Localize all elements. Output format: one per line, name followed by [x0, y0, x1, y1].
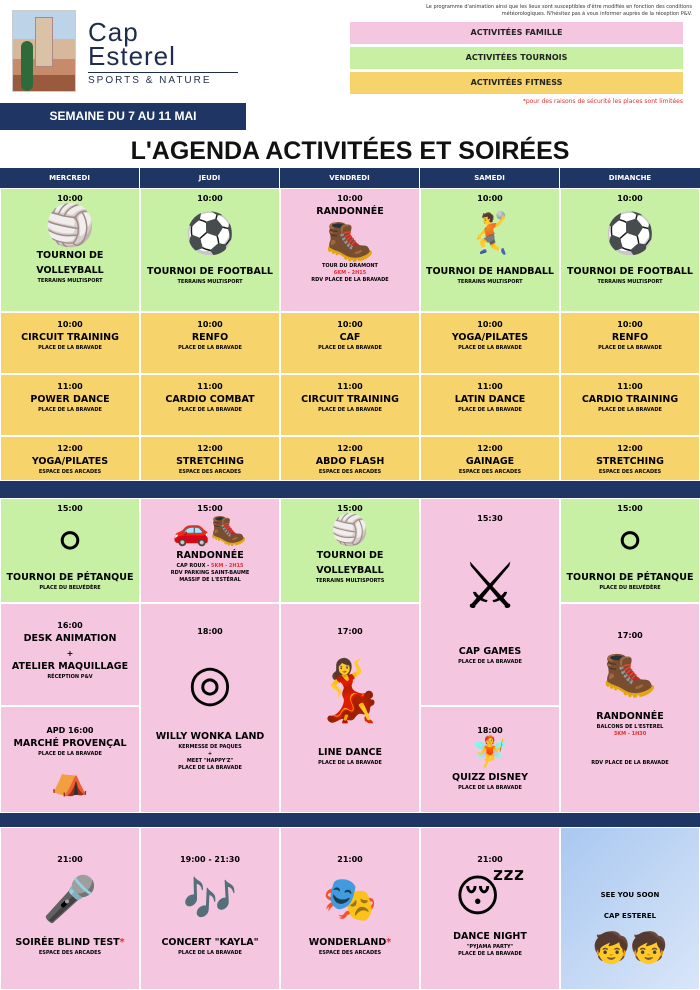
- event-time: 19:00 - 21:30: [180, 855, 240, 864]
- event-time: 12:00: [57, 444, 83, 453]
- event-time: 10:00: [477, 320, 503, 329]
- event-place: PLACE DE LA BRAVADE: [178, 765, 242, 771]
- brand-name: [88, 17, 176, 71]
- event-place: PLACE DU BELVÉDÈRE: [599, 585, 661, 591]
- event-time: 18:00: [477, 726, 503, 735]
- afternoon-cell-jeudi-2: [140, 603, 280, 813]
- evening-cell-samedi: [420, 827, 560, 990]
- event-place: PLACE DE LA BRAVADE: [598, 345, 662, 351]
- logo-tree: [21, 41, 33, 91]
- afternoon-cell-mercredi-1: [0, 498, 140, 603]
- event-distance: 6KM - 2H15: [333, 270, 367, 276]
- event-place: MASSIF DE L'ESTÉRAL: [179, 577, 241, 583]
- event-place: RDV PLACE DE LA BRAVADE: [311, 277, 389, 283]
- event-place: PLACE DE LA BRAVADE: [458, 785, 522, 791]
- fitness-cell: [280, 374, 420, 436]
- afternoon-cell-jeudi-1: [140, 498, 280, 603]
- football-player-icon: ⚽: [185, 211, 235, 257]
- market-stall-icon: ⛺: [51, 763, 89, 798]
- event-place: TERRAINS MULTISPORT: [457, 279, 523, 285]
- event-name: GAINAGE: [465, 456, 515, 467]
- crossed-swords-icon: ⚔: [461, 550, 519, 624]
- event-time: 10:00: [57, 194, 83, 203]
- event-time: 17:00: [337, 627, 363, 636]
- volleyball-player-icon: 🏐: [45, 203, 95, 249]
- hiker-icon: 🥾: [325, 218, 375, 264]
- event-name: RENFO: [191, 332, 229, 343]
- event-time: 11:00: [197, 382, 223, 391]
- event-place: PLACE DE LA BRAVADE: [458, 659, 522, 665]
- event-time: 10:00: [197, 320, 223, 329]
- event-name: ABDO FLASH: [315, 456, 385, 467]
- event-name: RANDONNÉE: [596, 711, 664, 722]
- event-name: CIRCUIT TRAINING: [21, 332, 119, 343]
- fitness-cell: [560, 374, 700, 436]
- fitness-cell: [140, 374, 280, 436]
- fitness-cell: [420, 374, 560, 436]
- event-name: CONCERT "KAYLA": [161, 937, 259, 948]
- event-distance: 5KM - 2H15: [211, 563, 244, 569]
- evening-cell-vendredi: [280, 827, 420, 990]
- fitness-cell: [420, 436, 560, 481]
- morning-cell-jeudi: [140, 188, 280, 312]
- event-name: STRETCHING: [176, 456, 244, 467]
- football-player-icon: ⚽: [605, 211, 655, 257]
- event-name: [309, 935, 391, 950]
- event-sub: "PYJAMA PARTY": [466, 944, 514, 950]
- legend-fitness: ACTIVITÉES FITNESS: [350, 72, 683, 94]
- event-name: YOGA/PILATES: [31, 456, 109, 467]
- event-meeting: RDV PARKING SAINT-BAUME: [170, 570, 250, 576]
- event-place: TERRAINS MULTISPORT: [37, 278, 103, 284]
- event-time: 16:00: [57, 621, 83, 630]
- event-sub: BALCONS DE L'ESTEREL: [596, 724, 664, 730]
- event-time: 10:00: [197, 194, 223, 203]
- event-name: TOURNOI DE VOLLEYBALL: [36, 250, 104, 276]
- event-sub: KERMESSE DE PAQUES: [178, 744, 242, 750]
- event-place: PLACE DE LA BRAVADE: [318, 407, 382, 413]
- afternoon-cell-vendredi-1: [280, 498, 420, 603]
- music-mic-icon: 🎶: [182, 874, 238, 925]
- legend-tournois: ACTIVITÉES TOURNOIS: [350, 47, 683, 69]
- event-time: 12:00: [477, 444, 503, 453]
- event-time: 18:00: [197, 627, 223, 636]
- hiker-icon: 🥾: [602, 649, 658, 700]
- evening-cell-mercredi: [0, 827, 140, 990]
- event-time: 15:00: [197, 504, 223, 513]
- fitness-cell: [140, 436, 280, 481]
- event-name: RANDONNÉE: [176, 550, 244, 561]
- day-header-mercredi: MERCREDI: [0, 168, 140, 188]
- afternoon-cell-samedi-1: [420, 498, 560, 706]
- microphone-icon: 🎤: [42, 874, 98, 925]
- event-time: 11:00: [477, 382, 503, 391]
- goodbye-line2: CAP ESTEREL: [603, 912, 657, 920]
- car-and-hiker-icon: 🚗🥾: [172, 513, 248, 548]
- brand-line1: Cap: [88, 17, 139, 47]
- event-place: PLACE DE LA BRAVADE: [38, 345, 102, 351]
- event-name: CIRCUIT TRAINING: [301, 394, 399, 405]
- limited-star: *: [386, 937, 392, 948]
- fitness-cell: [560, 312, 700, 374]
- event-time: 11:00: [57, 382, 83, 391]
- event-place: PLACE DE LA BRAVADE: [598, 407, 662, 413]
- fitness-cell: [0, 312, 140, 374]
- dancer-icon: 💃: [312, 656, 388, 726]
- event-name: CAP GAMES: [458, 646, 522, 657]
- event-name: QUIZZ DISNEY: [452, 772, 528, 783]
- logo-image: [12, 10, 76, 92]
- notice-text: Le programme d'animation ainsi que les lieux sont susceptibles d'être modifiés en fonction des conditions météorologiques. N'hésitez pas à vous informer auprès de la réception P&V.: [426, 4, 692, 17]
- event-name: WILLY WONKA LAND: [155, 731, 265, 742]
- logo-tower: [35, 17, 53, 67]
- fitness-cell: [0, 374, 140, 436]
- event-time: 15:00: [617, 504, 643, 513]
- event-time: 10:00: [617, 194, 643, 203]
- theater-stage-icon: 🎭: [322, 874, 378, 925]
- event-place: ESPACE DES ARCADES: [598, 469, 662, 475]
- event-place: PLACE DE LA BRAVADE: [318, 760, 382, 766]
- legend-famille: ACTIVITÉES FAMILLE: [350, 22, 683, 44]
- event-time: 10:00: [337, 320, 363, 329]
- event-name-2: ATELIER MAQUILLAGE: [11, 661, 129, 672]
- fitness-cell: [140, 312, 280, 374]
- event-sub: TOUR DU DRAMONT: [322, 263, 378, 269]
- event-name: CARDIO COMBAT: [165, 394, 255, 405]
- event-name: STRETCHING: [596, 456, 664, 467]
- event-name: LATIN DANCE: [454, 394, 526, 405]
- event-time: 21:00: [57, 855, 83, 864]
- event-name: TOURNOI DE FOOTBALL: [567, 266, 693, 277]
- kids-icon: 🧒🧒: [592, 931, 668, 966]
- event-place: ESPACE DES ARCADES: [38, 950, 102, 956]
- fitness-cell: [0, 436, 140, 481]
- event-name: TOURNOI DE PÉTANQUE: [6, 572, 134, 583]
- afternoon-cell-mercredi-3: [0, 706, 140, 813]
- event-place: PLACE DE LA BRAVADE: [458, 345, 522, 351]
- plus-sign: +: [66, 649, 74, 658]
- event-name: MARCHÉ PROVENÇAL: [13, 738, 127, 749]
- event-time: 15:30: [477, 514, 503, 523]
- fairy-icon: 🧚: [471, 735, 509, 770]
- event-place: TERRAINS MULTISPORT: [177, 279, 243, 285]
- event-meet: MEET "HAPPY'Z": [186, 758, 234, 764]
- brand-divider: [88, 72, 238, 73]
- event-place: TERRAINS MULTISPORT: [597, 279, 663, 285]
- event-place: PLACE DE LA BRAVADE: [38, 751, 102, 757]
- day-header-vendredi: VENDREDI: [280, 168, 420, 188]
- fitness-cell: [420, 312, 560, 374]
- event-name: TOURNOI DE PÉTANQUE: [566, 572, 694, 583]
- event-name: LINE DANCE: [318, 747, 382, 758]
- ring-toss-icon: ◎: [188, 654, 232, 712]
- event-name: DANCE NIGHT: [453, 931, 527, 942]
- event-place: ESPACE DES ARCADES: [178, 469, 242, 475]
- event-name: DESK ANIMATION: [23, 633, 117, 644]
- event-name: [15, 935, 124, 950]
- event-time: 11:00: [617, 382, 643, 391]
- afternoon-cell-samedi-2: [420, 706, 560, 813]
- event-time: 21:00: [477, 855, 503, 864]
- event-time: 10:00: [617, 320, 643, 329]
- event-name: TOURNOI DE FOOTBALL: [147, 266, 273, 277]
- fitness-cell: [560, 436, 700, 481]
- fitness-cell: [280, 436, 420, 481]
- afternoon-cell-vendredi-2: [280, 603, 420, 813]
- goodbye-line1: SEE YOU SOON: [600, 891, 660, 899]
- event-place: PLACE DE LA BRAVADE: [178, 407, 242, 413]
- week-banner: SEMAINE DU 7 AU 11 MAI: [0, 103, 246, 130]
- event-place: TERRAINS MULTISPORTS: [315, 578, 385, 584]
- evening-cell-dimanche: [560, 827, 700, 990]
- event-name: RANDONNÉE: [316, 206, 384, 217]
- handball-player-icon: 🤾: [465, 211, 515, 257]
- fitness-cell: [280, 312, 420, 374]
- day-header-dimanche: DIMANCHE: [560, 168, 700, 188]
- event-name-text: SOIRÉE BLIND TEST: [15, 937, 120, 948]
- event-time: 12:00: [617, 444, 643, 453]
- brand-tagline: SPORTS & NATURE: [88, 75, 212, 86]
- sleep-mask-slippers-icon: 😴: [454, 871, 526, 922]
- plus-sign: +: [207, 751, 213, 757]
- event-place: PLACE DE LA BRAVADE: [38, 407, 102, 413]
- event-name: TOURNOI DE HANDBALL: [426, 266, 554, 277]
- morning-cell-mercredi: [0, 188, 140, 312]
- page-title: L'AGENDA ACTIVITÉES ET SOIRÉES: [130, 137, 570, 165]
- event-sub-text: CAP ROUX -: [176, 563, 211, 569]
- petanque-balls-icon: ⚪: [53, 519, 87, 565]
- event-place: PLACE DU BELVÉDÈRE: [39, 585, 101, 591]
- event-name: YOGA/PILATES: [451, 332, 529, 343]
- event-place: PLACE DE LA BRAVADE: [458, 951, 522, 957]
- event-time: 17:00: [617, 631, 643, 640]
- event-place: PLACE DE LA BRAVADE: [178, 950, 242, 956]
- event-time: 10:00: [57, 320, 83, 329]
- section-separator: [0, 481, 700, 498]
- event-name: TOURNOI DE VOLLEYBALL: [316, 550, 384, 576]
- event-place: ESPACE DES ARCADES: [38, 469, 102, 475]
- event-name: CARDIO TRAINING: [581, 394, 679, 405]
- day-header-samedi: SAMEDI: [420, 168, 560, 188]
- volleyball-player-icon: 🏐: [331, 513, 369, 548]
- morning-cell-dimanche: [560, 188, 700, 312]
- event-time: 11:00: [337, 382, 363, 391]
- event-time: APD 16:00: [46, 726, 94, 735]
- event-place: ESPACE DES ARCADES: [458, 469, 522, 475]
- event-time: 10:00: [477, 194, 503, 203]
- event-time: 10:00: [337, 194, 363, 203]
- event-place: PLACE DE LA BRAVADE: [318, 345, 382, 351]
- event-time: 15:00: [57, 504, 83, 513]
- legend-note: *pour des raisons de sécurité les places sont limitées: [522, 98, 683, 105]
- day-header-jeudi: JEUDI: [140, 168, 280, 188]
- event-place: RDV PLACE DE LA BRAVADE: [591, 760, 669, 766]
- event-place: RÉCEPTION P&V: [47, 674, 93, 680]
- afternoon-cell-dimanche-2: [560, 603, 700, 813]
- morning-cell-samedi: [420, 188, 560, 312]
- event-place: ESPACE DES ARCADES: [318, 950, 382, 956]
- event-time: 21:00: [337, 855, 363, 864]
- event-name: POWER DANCE: [30, 394, 110, 405]
- event-place: ESPACE DES ARCADES: [318, 469, 382, 475]
- brand-line2: Esterel: [88, 41, 176, 71]
- event-time: 15:00: [337, 504, 363, 513]
- afternoon-cell-mercredi-2: [0, 603, 140, 706]
- limited-star: *: [119, 937, 125, 948]
- event-distance: 3KM - 1H30: [613, 731, 647, 737]
- petanque-balls-icon: ⚪: [613, 519, 647, 565]
- event-time: 12:00: [197, 444, 223, 453]
- event-name: RENFO: [611, 332, 649, 343]
- event-sub: [176, 563, 243, 570]
- event-name: CAF: [339, 332, 361, 343]
- section-separator: [0, 813, 700, 827]
- event-time: 12:00: [337, 444, 363, 453]
- event-place: PLACE DE LA BRAVADE: [178, 345, 242, 351]
- morning-cell-vendredi: [280, 188, 420, 312]
- afternoon-cell-dimanche-1: [560, 498, 700, 603]
- evening-cell-jeudi: [140, 827, 280, 990]
- event-name-text: WONDERLAND: [308, 937, 387, 948]
- event-place: PLACE DE LA BRAVADE: [458, 407, 522, 413]
